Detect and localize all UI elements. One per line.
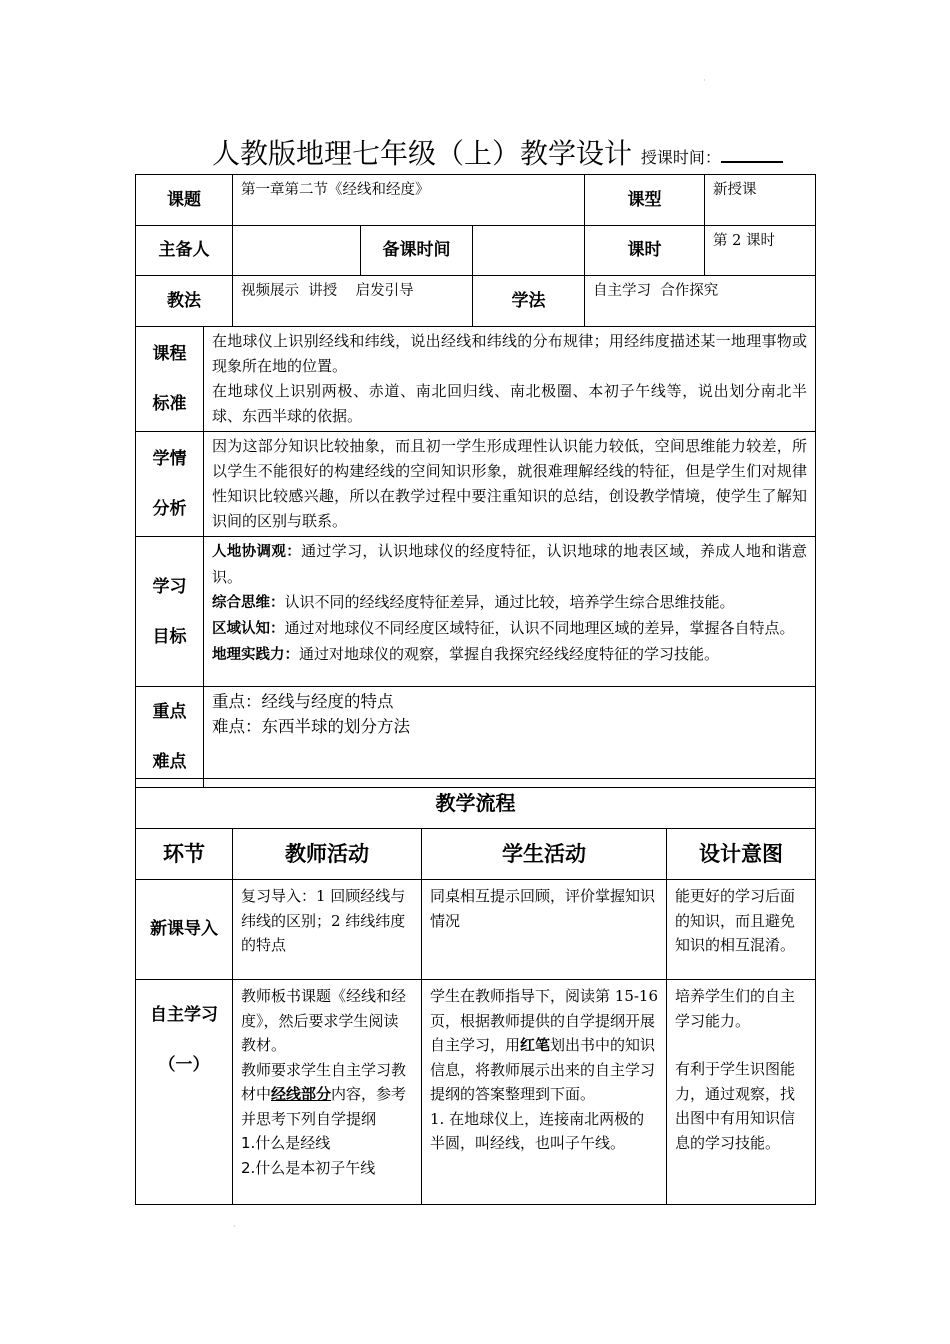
content-table — [135, 326, 816, 788]
goal-item — [212, 590, 807, 616]
goal-label: 地理实践力： — [212, 647, 299, 663]
standard-label — [136, 327, 204, 432]
standard-label-2: 标准 — [152, 394, 187, 414]
goals-text — [204, 537, 816, 687]
class-time-blank[interactable] — [721, 141, 783, 163]
study-label: 学法 — [473, 276, 585, 327]
goal-text: 通过对地球仪的观察，掌握自我探究经线经度特征的学习技能。 — [299, 645, 720, 663]
intent-self-study — [667, 980, 816, 1205]
info-table — [135, 174, 816, 327]
goal-item — [212, 616, 807, 642]
teacher-step-keyword: 经线部分 — [271, 1085, 332, 1103]
flow-table — [135, 778, 816, 1205]
stage-intro: 新课导入 — [136, 880, 233, 980]
goals-label — [136, 537, 204, 687]
spacer — [675, 1033, 807, 1057]
student-step — [430, 984, 658, 1107]
period-value: 第 2 课时 — [705, 226, 816, 276]
type-label: 课型 — [585, 175, 705, 226]
intent-line: 有利于学生识图能力，通过观察，找出图中有用知识信息的学习技能。 — [675, 1060, 796, 1152]
page-title — [212, 132, 812, 172]
goals-label-1: 学习 — [152, 576, 187, 597]
student-step-keyword: 红笔 — [520, 1036, 551, 1054]
class-time-label: 授课时间： — [640, 148, 721, 167]
standard-text — [204, 327, 816, 432]
teacher-step — [241, 1058, 413, 1132]
analysis-text: 因为这部分知识比较抽象，而且初一学生形成理性认识能力较低，空间思维能力较差，所以学生不能很好的构建经线的空间知识形象，就很难理解经线的特征，但是学生们对规律性知识比较感兴趣，所以在教学过程中要注重知识的总结，创设教学情境，使学生了解知识间的区别与联系。 — [204, 432, 816, 537]
goal-text: 通过对地球仪不同经度区域特征，认识不同地理区域的差异，掌握各自特点。 — [284, 619, 795, 637]
analysis-label-2: 分析 — [152, 499, 187, 519]
goals-label-2: 目标 — [152, 626, 187, 647]
standard-label-1: 课程 — [152, 344, 187, 364]
topic-label: 课题 — [136, 175, 233, 226]
intent-intro: 能更好的学习后面的知识，而且避免知识的相互混淆。 — [667, 880, 816, 980]
document-title: 人教版地理七年级（上）教学设计 — [212, 137, 633, 170]
key-point: 重点：经线与经度的特点 — [212, 692, 394, 711]
stage-self-1: 自主学习 — [150, 1005, 218, 1025]
keypoints-label-1: 重点 — [152, 702, 187, 722]
intent-line: 培养学生们的自主学习能力。 — [675, 987, 796, 1030]
page-mark: · — [233, 1222, 236, 1231]
flow-title: 教学流程 — [136, 779, 816, 829]
prep-time-value — [473, 226, 585, 276]
stage-self-study — [136, 980, 233, 1205]
teacher-step-text: 教师要求学生自主学习教材中 — [241, 1060, 407, 1103]
student-intro: 同桌相互提示回顾，评价掌握知识情况 — [422, 880, 667, 980]
teacher-step: 教师板书课题《经线和经度》，然后要求学生阅读教材。 — [241, 987, 407, 1054]
column-header-stage: 环节 — [136, 829, 233, 880]
goal-label: 综合思维： — [212, 595, 285, 611]
preparer-label: 主备人 — [136, 226, 233, 276]
teacher-self-study — [233, 980, 422, 1205]
goal-text: 通过学习，认识地球仪的经度特征，认识地球的地表区域，养成人地和谐意识。 — [212, 542, 808, 586]
student-step-text: 划出书中的知识信息，将教师展示出来的自主学习提纲的答案整理到下面。 — [430, 1036, 656, 1103]
student-self-study — [422, 980, 667, 1205]
goal-label: 区域认知： — [212, 621, 285, 637]
topic-value: 第一章第二节《经线和经度》 — [233, 175, 585, 226]
column-header-intent: 设计意图 — [667, 829, 816, 880]
method-value: 视频展示 讲授 启发引导 — [233, 276, 473, 327]
column-header-teacher: 教师活动 — [233, 829, 422, 880]
standard-line: 在地球仪上识别经线和纬线，说出经线和纬线的分布规律；用经纬度描述某一地理事物或现象所在地的位置。 — [212, 332, 807, 375]
type-value: 新授课 — [705, 175, 816, 226]
analysis-label-1: 学情 — [152, 449, 187, 469]
page-mark: · — [703, 76, 706, 85]
goal-label: 人地协调观： — [212, 544, 302, 560]
method-label: 教法 — [136, 276, 233, 327]
prep-time-label: 备课时间 — [361, 226, 473, 276]
keypoints-text — [204, 687, 816, 788]
goal-item — [212, 539, 807, 590]
standard-line: 在地球仪上识别两极、赤道、南北回归线、南北极圈、本初子午线等，说出划分南北半球、东西半球的依据。 — [212, 382, 807, 425]
goal-item — [212, 642, 807, 668]
analysis-label — [136, 432, 204, 537]
preparer-value — [233, 226, 361, 276]
teacher-step-text: 内容，参考并思考下列自学提纲 — [241, 1085, 407, 1128]
student-answer: 1. 在地球仪上，连接南北两极的半圆，叫经线，也叫子午线。 — [430, 1109, 645, 1152]
keypoints-label — [136, 687, 204, 788]
study-value: 自主学习 合作探究 — [585, 276, 816, 327]
column-header-student: 学生活动 — [422, 829, 667, 880]
keypoints-label-2: 难点 — [152, 752, 187, 772]
student-step-text: 学生在教师指导下，阅读第 15-16 页，根据教师提供的自学提纲开展自主学习，用 — [430, 987, 659, 1054]
teacher-question: 2.什么是本初子午线 — [241, 1158, 376, 1177]
teacher-intro: 复习导入：1 回顾经线与纬线的区别；2 纬线纬度的特点 — [233, 880, 422, 980]
difficult-point: 难点：东西半球的划分方法 — [212, 717, 410, 736]
goal-text: 认识不同的经线经度特征差异，通过比较，培养学生综合思维技能。 — [284, 593, 735, 611]
teacher-question: 1.什么是经线 — [241, 1134, 331, 1152]
stage-self-2: （一） — [158, 1055, 210, 1075]
period-label: 课时 — [585, 226, 705, 276]
